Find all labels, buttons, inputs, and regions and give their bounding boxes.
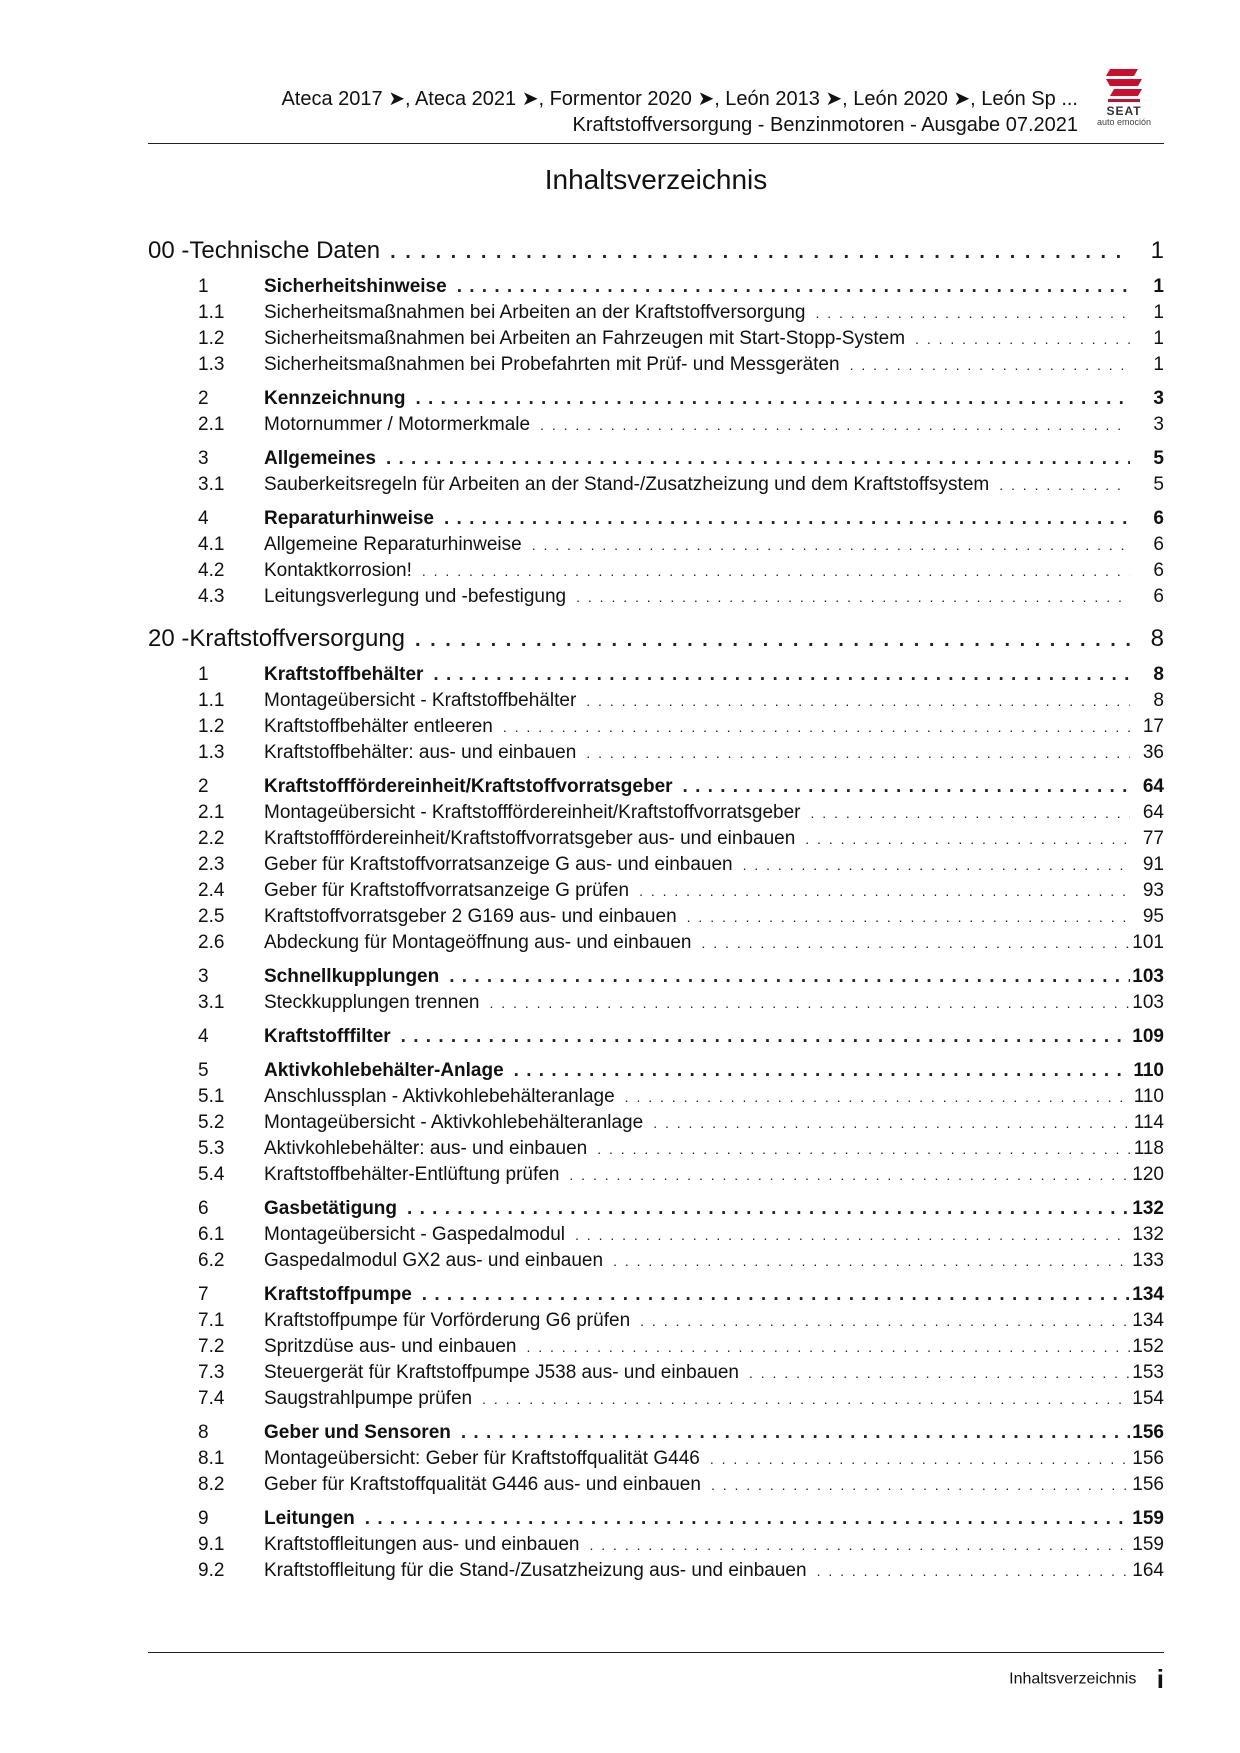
- toc-page-number: 8: [1153, 690, 1164, 711]
- toc-page-number: 134: [1132, 1310, 1164, 1331]
- toc-number: 2.5: [198, 906, 225, 927]
- toc-title: Steckkupplungen trennen: [264, 992, 480, 1013]
- toc-title: Technische Daten: [189, 237, 381, 264]
- toc-leader-dots: [447, 274, 1130, 300]
- toc-subsection[interactable]: [148, 1360, 1164, 1386]
- toc-title: Montageübersicht - Kraftstoffbehälter: [264, 690, 577, 711]
- footer-divider: [148, 1652, 1164, 1653]
- toc-leader-dots: [565, 1222, 1130, 1248]
- toc-leader-dots: [739, 1360, 1130, 1386]
- toc-page-number: 114: [1133, 1112, 1164, 1133]
- toc-number: 3.1: [198, 992, 225, 1013]
- toc-number: 5.3: [198, 1138, 225, 1159]
- toc-title: Geber für Kraftstoffvorratsanzeige G prüfen: [264, 880, 630, 901]
- toc-leader-dots: [795, 826, 1130, 852]
- toc-title: Sauberkeitsregeln für Arbeiten an der Stand-/Zusatzheizung und dem Kraftstoffsystem: [264, 474, 990, 495]
- toc-subsection[interactable]: [148, 1248, 1164, 1274]
- toc-title: Schnellkupplungen: [264, 966, 440, 987]
- toc-title: Kraftstofffilter: [264, 1026, 391, 1047]
- toc-number: 5.4: [198, 1164, 225, 1185]
- toc-section[interactable]: [148, 1420, 1164, 1446]
- toc-subsection[interactable]: [148, 878, 1164, 904]
- toc-leader-dots: [615, 1084, 1130, 1110]
- toc-page-number: 6: [1153, 534, 1164, 555]
- toc-title: Aktivkohlebehälter-Anlage: [264, 1060, 504, 1081]
- toc-title: Kraftstoffversorgung: [189, 625, 406, 652]
- toc-subsection[interactable]: [148, 300, 1164, 326]
- toc-subsection[interactable]: [148, 714, 1164, 740]
- toc-page-number: 5: [1153, 474, 1164, 495]
- toc-title: Kraftstoffleitung für die Stand-/Zusatzheizung aus- und einbauen: [264, 1560, 807, 1581]
- toc-subsection[interactable]: [148, 1472, 1164, 1498]
- toc-title: Kraftstofffördereinheit/Kraftstoffvorratsgeber: [264, 776, 673, 797]
- toc-page-number: 77: [1142, 828, 1164, 849]
- toc-page-number: 132: [1132, 1198, 1164, 1219]
- toc-leader-dots: [840, 352, 1130, 378]
- toc-page-number: 153: [1132, 1362, 1164, 1383]
- toc-leader-dots: [576, 740, 1130, 766]
- toc-leader-dots: [701, 1472, 1130, 1498]
- footer-label: Inhaltsverzeichnis: [1009, 1670, 1137, 1688]
- toc-page-number: 6: [1153, 586, 1164, 607]
- toc-leader-dots: [559, 1162, 1130, 1188]
- header-divider: [148, 143, 1164, 144]
- toc-leader-dots: [451, 1420, 1130, 1446]
- toc-leader-dots: [355, 1506, 1130, 1532]
- toc-number: 3: [198, 966, 209, 987]
- toc-subsection[interactable]: [148, 740, 1164, 766]
- toc-subsection[interactable]: [148, 1558, 1164, 1584]
- toc-subsection[interactable]: [148, 688, 1164, 714]
- toc-subsection[interactable]: [148, 532, 1164, 558]
- table-of-contents: [148, 236, 1164, 1584]
- toc-leader-dots: [493, 714, 1130, 740]
- toc-number: 2.1: [198, 802, 225, 823]
- toc-leader-dots: [391, 1024, 1130, 1050]
- toc-number: 1.2: [198, 716, 225, 737]
- toc-number: 5: [198, 1060, 209, 1081]
- toc-title: Allgemeines: [264, 448, 376, 469]
- toc-subsection[interactable]: [148, 1162, 1164, 1188]
- toc-page-number: 156: [1132, 1422, 1164, 1443]
- toc-number: 9: [198, 1508, 209, 1529]
- toc-leader-dots: [673, 774, 1130, 800]
- toc-page-number: 6: [1153, 560, 1164, 581]
- toc-title: Sicherheitsmaßnahmen bei Arbeiten an der Kraftstoffversorgung: [264, 302, 806, 323]
- toc-number: 1.3: [198, 742, 225, 763]
- header-subtitle: Kraftstoffversorgung - Benzinmotoren - Ausgabe 07.2021: [572, 114, 1078, 136]
- toc-section[interactable]: [148, 1024, 1164, 1050]
- toc-page-number: 91: [1142, 854, 1164, 875]
- toc-section[interactable]: [148, 774, 1164, 800]
- toc-title: Montageübersicht - Kraftstofffördereinheit/Kraftstoffvorratsgeber: [264, 802, 801, 823]
- toc-number: 2.2: [198, 828, 225, 849]
- toc-leader-dots: [801, 800, 1130, 826]
- toc-leader-dots: [807, 1558, 1130, 1584]
- toc-number: 9.1: [198, 1534, 225, 1555]
- toc-leader-dots: [380, 237, 1130, 266]
- toc-leader-dots: [439, 964, 1130, 990]
- toc-leader-dots: [522, 532, 1130, 558]
- toc-page-number: 1: [1153, 276, 1164, 297]
- toc-title: Kennzeichnung: [264, 388, 406, 409]
- toc-leader-dots: [643, 1110, 1130, 1136]
- toc-title: Sicherheitsmaßnahmen bei Arbeiten an Fahrzeugen mit Start-Stopp-System: [264, 328, 906, 349]
- toc-title: Geber für Kraftstoffqualität G446 aus- und einbauen: [264, 1474, 701, 1495]
- toc-number: 4.1: [198, 534, 225, 555]
- toc-page-number: 1: [1153, 302, 1164, 323]
- logo-claim: auto emoción: [1096, 117, 1152, 127]
- toc-title: Allgemeine Reparaturhinweise: [264, 534, 522, 555]
- toc-title: Kontaktkorrosion!: [264, 560, 412, 581]
- footer-page-number: i: [1156, 1664, 1164, 1694]
- toc-page-number: 118: [1133, 1138, 1164, 1159]
- toc-page-number: 156: [1132, 1448, 1164, 1469]
- header-models: Ateca 2017 ➤, Ateca 2021 ➤, Formentor 2020 ➤, León 2013 ➤, León 2020 ➤, León Sp ...: [281, 88, 1078, 110]
- toc-leader-dots: [397, 1196, 1130, 1222]
- toc-title: Anschlussplan - Aktivkohlebehälteranlage: [264, 1086, 615, 1107]
- toc-section[interactable]: [148, 386, 1164, 412]
- toc-number: 00 -: [148, 237, 190, 264]
- toc-section[interactable]: [148, 1282, 1164, 1308]
- toc-number: 7.3: [198, 1362, 225, 1383]
- toc-page-number: 152: [1132, 1336, 1164, 1357]
- seat-logo: [1084, 66, 1164, 130]
- toc-leader-dots: [580, 1532, 1131, 1558]
- toc-subsection[interactable]: [148, 826, 1164, 852]
- toc-page-number: 1: [1153, 354, 1164, 375]
- toc-page-number: 154: [1132, 1388, 1164, 1409]
- toc-leader-dots: [472, 1386, 1130, 1412]
- toc-number: 1.1: [198, 302, 225, 323]
- toc-title: Montageübersicht - Gaspedalmodul: [264, 1224, 566, 1245]
- toc-subsection[interactable]: [148, 1446, 1164, 1472]
- toc-page-number: 93: [1142, 880, 1164, 901]
- toc-title: Gaspedalmodul GX2 aus- und einbauen: [264, 1250, 604, 1271]
- toc-section[interactable]: [148, 506, 1164, 532]
- toc-leader-dots: [700, 1446, 1130, 1472]
- toc-subsection[interactable]: [148, 800, 1164, 826]
- toc-title: Kraftstofffördereinheit/Kraftstoffvorratsgeber aus- und einbauen: [264, 828, 796, 849]
- toc-number: 1.2: [198, 328, 225, 349]
- toc-subsection[interactable]: [148, 930, 1164, 956]
- toc-subsection[interactable]: [148, 1532, 1164, 1558]
- toc-subsection[interactable]: [148, 990, 1164, 1016]
- toc-page-number: 5: [1153, 448, 1164, 469]
- toc-title: Kraftstoffleitungen aus- und einbauen: [264, 1534, 580, 1555]
- toc-chapter[interactable]: [148, 624, 1164, 654]
- toc-subsection[interactable]: [148, 558, 1164, 584]
- toc-leader-dots: [576, 688, 1130, 714]
- toc-number: 2.6: [198, 932, 225, 953]
- toc-title: Kraftstoffbehälter: [264, 664, 424, 685]
- toc-subsection[interactable]: [148, 584, 1164, 610]
- toc-section[interactable]: [148, 1058, 1164, 1084]
- toc-subsection[interactable]: [148, 1222, 1164, 1248]
- toc-title: Geber und Sensoren: [264, 1422, 451, 1443]
- toc-page-number: 1: [1153, 328, 1164, 349]
- toc-leader-dots: [423, 662, 1130, 688]
- toc-leader-dots: [989, 472, 1130, 498]
- toc-page-number: 3: [1153, 414, 1164, 435]
- toc-leader-dots: [480, 990, 1131, 1016]
- toc-page-number: 64: [1142, 802, 1164, 823]
- page-footer: [148, 1664, 1164, 1695]
- toc-page-number: 103: [1132, 992, 1164, 1013]
- toc-title: Spritzdüse aus- und einbauen: [264, 1336, 517, 1357]
- toc-subsection[interactable]: [148, 1386, 1164, 1412]
- toc-leader-dots: [630, 1308, 1130, 1334]
- toc-subsection[interactable]: [148, 1334, 1164, 1360]
- toc-number: 7.2: [198, 1336, 225, 1357]
- toc-title: Kraftstoffpumpe für Vorförderung G6 prüfen: [264, 1310, 631, 1331]
- toc-page-number: 8: [1150, 625, 1164, 652]
- toc-subsection[interactable]: [148, 412, 1164, 438]
- toc-number: 2: [198, 776, 209, 797]
- toc-leader-dots: [805, 300, 1130, 326]
- toc-section[interactable]: [148, 964, 1164, 990]
- toc-leader-dots: [405, 386, 1130, 412]
- toc-title: Saugstrahlpumpe prüfen: [264, 1388, 473, 1409]
- toc-number: 7.4: [198, 1388, 225, 1409]
- toc-number: 1.3: [198, 354, 225, 375]
- toc-page-number: 109: [1132, 1026, 1164, 1047]
- toc-subsection[interactable]: [148, 472, 1164, 498]
- toc-title: Reparaturhinweise: [264, 508, 434, 529]
- toc-title: Kraftstoffbehälter entleeren: [264, 716, 493, 737]
- toc-chapter[interactable]: [148, 236, 1164, 266]
- toc-number: 8.1: [198, 1448, 225, 1469]
- toc-page-number: 156: [1132, 1474, 1164, 1495]
- toc-title: Steuergerät für Kraftstoffpumpe J538 aus- und einbauen: [264, 1362, 739, 1383]
- toc-leader-dots: [516, 1334, 1130, 1360]
- toc-leader-dots: [677, 904, 1130, 930]
- toc-number: 8.2: [198, 1474, 225, 1495]
- toc-title: Leitungsverlegung und -befestigung: [264, 586, 567, 607]
- toc-leader-dots: [504, 1058, 1130, 1084]
- toc-leader-dots: [905, 326, 1130, 352]
- toc-leader-dots: [587, 1136, 1130, 1162]
- toc-section[interactable]: [148, 274, 1164, 300]
- toc-number: 1: [198, 664, 209, 685]
- toc-page-number: 103: [1132, 966, 1164, 987]
- toc-leader-dots: [566, 584, 1130, 610]
- toc-subsection[interactable]: [148, 352, 1164, 378]
- toc-title: Kraftstoffbehälter-Entlüftung prüfen: [264, 1164, 560, 1185]
- toc-number: 2.4: [198, 880, 225, 901]
- toc-title: Kraftstoffpumpe: [264, 1284, 412, 1305]
- toc-title: Montageübersicht: Geber für Kraftstoffqualität G446: [264, 1448, 700, 1469]
- toc-subsection[interactable]: [148, 852, 1164, 878]
- toc-page-number: 8: [1153, 664, 1164, 685]
- toc-section[interactable]: [148, 662, 1164, 688]
- toc-number: 4.3: [198, 586, 225, 607]
- toc-title: Sicherheitsmaßnahmen bei Probefahrten mit Prüf- und Messgeräten: [264, 354, 840, 375]
- toc-number: 4: [198, 508, 209, 529]
- toc-number: 9.2: [198, 1560, 225, 1581]
- toc-subsection[interactable]: [148, 1084, 1164, 1110]
- toc-leader-dots: [603, 1248, 1130, 1274]
- toc-section[interactable]: [148, 1196, 1164, 1222]
- toc-number: 6.1: [198, 1224, 225, 1245]
- toc-page-number: 64: [1142, 776, 1164, 797]
- toc-page-number: 1: [1150, 237, 1164, 264]
- toc-number: 5.2: [198, 1112, 225, 1133]
- toc-page-number: 164: [1132, 1560, 1164, 1581]
- toc-number: 2.1: [198, 414, 225, 435]
- toc-number: 6.2: [198, 1250, 225, 1271]
- toc-subsection[interactable]: [148, 326, 1164, 352]
- toc-title: Abdeckung für Montageöffnung aus- und einbauen: [264, 932, 692, 953]
- toc-page-number: 36: [1142, 742, 1164, 763]
- toc-number: 2.3: [198, 854, 225, 875]
- toc-leader-dots: [412, 1282, 1130, 1308]
- toc-section[interactable]: [148, 446, 1164, 472]
- toc-number: 7: [198, 1284, 209, 1305]
- toc-page-number: 132: [1132, 1224, 1164, 1245]
- toc-subsection[interactable]: [148, 904, 1164, 930]
- toc-page-number: 110: [1133, 1086, 1164, 1107]
- toc-subsection[interactable]: [148, 1136, 1164, 1162]
- toc-leader-dots: [434, 506, 1130, 532]
- toc-title: Geber für Kraftstoffvorratsanzeige G aus- und einbauen: [264, 854, 733, 875]
- seat-emblem-icon: [1084, 66, 1164, 106]
- toc-title: Aktivkohlebehälter: aus- und einbauen: [264, 1138, 588, 1159]
- toc-title: Sicherheitshinweise: [264, 276, 447, 297]
- toc-title: Gasbetätigung: [264, 1198, 398, 1219]
- toc-leader-dots: [530, 412, 1130, 438]
- toc-subsection[interactable]: [148, 1110, 1164, 1136]
- toc-number: 4.2: [198, 560, 225, 581]
- toc-page-number: 120: [1132, 1164, 1164, 1185]
- logo-brand: SEAT: [1106, 104, 1142, 118]
- toc-subsection[interactable]: [148, 1308, 1164, 1334]
- toc-number: 2: [198, 388, 209, 409]
- toc-number: 3.1: [198, 474, 225, 495]
- page-header: [148, 86, 1078, 138]
- toc-page-number: 110: [1133, 1060, 1164, 1081]
- toc-leader-dots: [733, 852, 1130, 878]
- toc-section[interactable]: [148, 1506, 1164, 1532]
- toc-number: 4: [198, 1026, 209, 1047]
- toc-leader-dots: [376, 446, 1130, 472]
- toc-title: Leitungen: [264, 1508, 355, 1529]
- toc-leader-dots: [405, 625, 1130, 654]
- toc-page-number: 134: [1132, 1284, 1164, 1305]
- toc-page-number: 17: [1142, 716, 1164, 737]
- page-title: Inhaltsverzeichnis: [544, 164, 768, 195]
- toc-title: Montageübersicht - Aktivkohlebehälteranlage: [264, 1112, 644, 1133]
- toc-number: 7.1: [198, 1310, 225, 1331]
- toc-leader-dots: [412, 558, 1130, 584]
- toc-leader-dots: [691, 930, 1130, 956]
- toc-page-number: 101: [1132, 932, 1164, 953]
- toc-number: 6: [198, 1198, 209, 1219]
- toc-number: 3: [198, 448, 209, 469]
- toc-leader-dots: [629, 878, 1130, 904]
- toc-number: 20 -: [148, 625, 190, 652]
- toc-title: Kraftstoffbehälter: aus- und einbauen: [264, 742, 577, 763]
- toc-page-number: 133: [1132, 1250, 1164, 1271]
- toc-page-number: 159: [1132, 1508, 1164, 1529]
- toc-number: 5.1: [198, 1086, 225, 1107]
- toc-number: 8: [198, 1422, 209, 1443]
- toc-page-number: 95: [1142, 906, 1164, 927]
- toc-title: Kraftstoffvorratsgeber 2 G169 aus- und einbauen: [264, 906, 677, 927]
- toc-page-number: 159: [1132, 1534, 1164, 1555]
- toc-page-number: 3: [1153, 388, 1164, 409]
- toc-number: 1: [198, 276, 209, 297]
- toc-number: 1.1: [198, 690, 225, 711]
- toc-page-number: 6: [1153, 508, 1164, 529]
- toc-title: Motornummer / Motormerkmale: [264, 414, 531, 435]
